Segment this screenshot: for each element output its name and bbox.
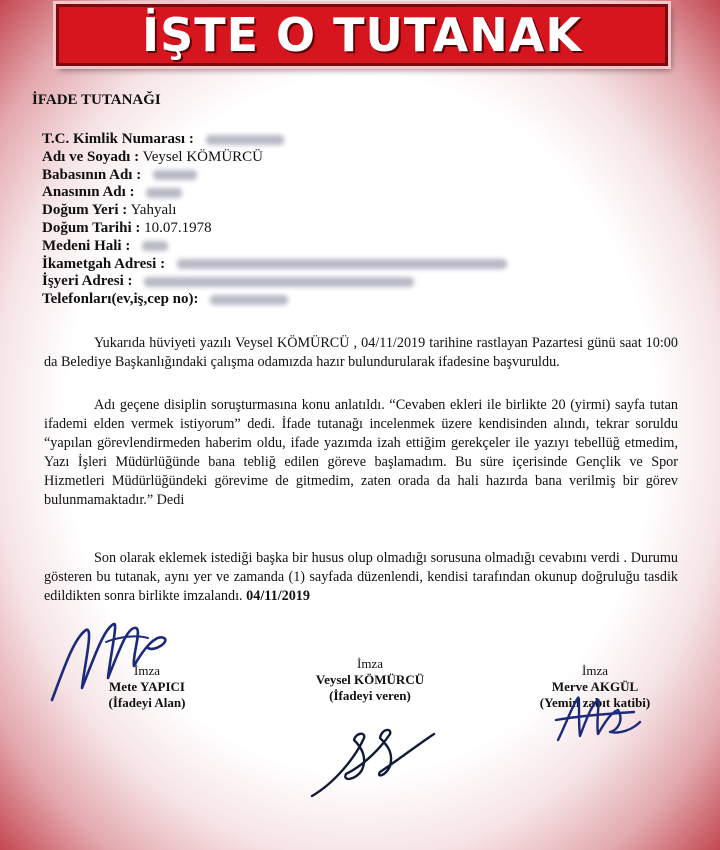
signer-role: (Yemin zabıt katibi) [539,695,651,710]
signature-block-deponent [290,656,450,704]
paragraph-text: Son olarak eklemek istediği başka bir husus olup olmadığı sorusuna olmadığı cevabını verdi . Durumu gösteren bu tutanak, aynı yer ve zamanda (1) sayfada düzenlendi, kendisi tarafından okunup doğruluğu tasdik edildikten sonra birlikte imzalandı. [44,550,678,604]
sign-label: İmza [582,663,608,678]
statement-document [34,92,686,309]
field-tc-number [42,131,686,149]
field-full-name [42,149,686,167]
closing-date: 04/11/2019 [246,588,310,604]
redacted-value [146,188,182,198]
field-label: Adı ve Soyadı : [42,148,140,165]
field-birth-date [42,220,686,238]
field-work-address [42,273,686,291]
field-father-name [42,167,686,185]
field-label: Doğum Yeri : [42,202,128,219]
field-value: 10.07.1978 [144,219,212,236]
field-label: Babasının Adı : [42,166,142,183]
paragraph-intro [44,334,678,372]
redacted-value [206,135,284,145]
signer-name: Mete YAPICI [109,679,185,694]
field-value: Yahyalı [130,202,177,219]
field-value: Veysel KÖMÜRCÜ [142,148,264,165]
sign-label: İmza [357,656,383,671]
handwritten-signature-2 [306,716,446,806]
signer-role: (İfadeyi Alan) [108,695,186,710]
redacted-value [142,241,168,251]
field-birth-place [42,202,686,220]
paragraph-text: Adı geçene disiplin soruşturmasına konu anlatıldı. “Cevaben ekleri ile birlikte 20 (yirmi) sayfa tutan ifademi elden vermek istiyorum” dedi. İfade tutanağı incelenmek üzere kendisinden alındı, tekrar soruldu “yapılan görevlendirmeden haberim oldu, ifade yazımda izah ettiğim gerekçeler ile yazıyı tebellüğ etmedim, Yazı İşleri Müdürlüğünde bana tebliğ edilen göreve başlamadım. Bu süre içerisinde Gençlik ve Spor Hizmetleri Müdürlüğündeki görevime de gitmedim, zaten orada da hali hazırda bana verilmiş bir görev bulunmamaktadır.” Dedi [44,397,678,508]
field-label: Anasının Adı : [42,184,135,201]
redacted-value [210,295,288,305]
field-label: Medeni Hali : [42,237,131,254]
field-marital-status [42,238,686,256]
field-label: Telefonları(ev,iş,cep no): [42,291,199,308]
redacted-value [153,170,197,180]
field-phones [42,291,686,309]
redacted-value [144,277,414,287]
paragraph-text: Yukarıda hüviyeti yazılı Veysel KÖMÜRCÜ , 04/11/2019 tarihine rastlayan Pazartesi günü saat 10:00 da Belediye Başkanlığındaki çalışma odamızda hazır bulundurularak ifadesine başvuruldu. [44,335,678,370]
headline-banner [56,4,668,66]
handwritten-signature-3 [548,690,648,746]
field-label: İkametgah Adresi : [42,255,166,272]
handwritten-signature-1 [44,608,184,708]
sign-label: İmza [134,663,160,678]
signer-role: (İfadeyi veren) [329,688,411,703]
field-label: İşyeri Adresi : [42,273,133,290]
paragraph-closing [44,549,678,606]
signer-name: Merve AKGÜL [551,679,639,694]
field-label: Doğum Tarihi : [42,219,141,236]
paragraph-statement [44,396,678,510]
field-label: T.C. Kimlik Numarası : [42,131,194,147]
redacted-value [177,259,507,269]
document-heading: İFADE TUTANAĞI [32,92,161,108]
field-home-address [42,256,686,274]
headline-title: İŞTE O TUTANAK [141,8,583,62]
signer-name: Veysel KÖMÜRCÜ [315,672,425,687]
field-mother-name [42,184,686,202]
